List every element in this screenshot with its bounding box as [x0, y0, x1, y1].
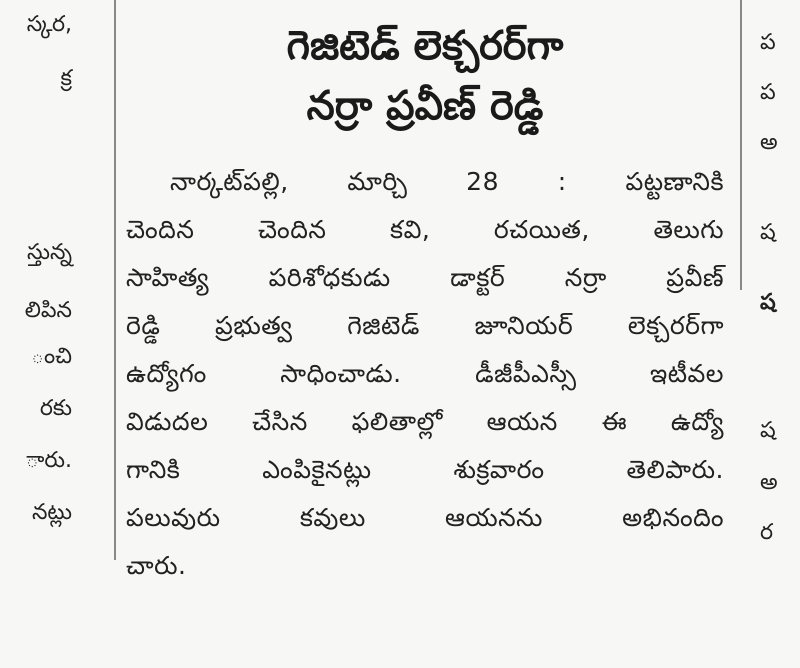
body-line: రెడ్డి ప్రభుత్వ గెజిటెడ్ జూనియర్ లెక్చరర్‌గా — [126, 311, 724, 340]
body-line: చారు. — [126, 551, 187, 580]
body-line: విడుదల చేసిన ఫలితాల్లో ఆయన ఈ ఉద్యో — [126, 407, 724, 436]
right-fragment: ర — [760, 520, 774, 545]
left-fragment: ంచి — [31, 344, 72, 369]
left-fragment: ారు. — [25, 448, 72, 473]
right-fragment: ష — [760, 418, 776, 443]
left-fragment: స్తున్న — [26, 240, 72, 265]
body-line: సాహిత్య పరిశోధకుడు డాక్టర్ నర్రా ప్రవీణ్ — [126, 263, 724, 292]
right-fragment: ష — [760, 290, 776, 315]
body-line: ఉద్యోగం సాధించాడు. డీజీపీఎస్సీ ఇటీవల — [126, 359, 724, 388]
column-divider-right — [740, 0, 742, 290]
left-fragment: క్ర — [60, 66, 72, 91]
right-fragment: ప — [760, 80, 776, 105]
right-fragment: ప — [760, 30, 776, 55]
headline-line-2: నర్రా ప్రవీణ్ రెడ్డి — [306, 83, 544, 129]
headline-line-1: గెజిటెడ్ లెక్చరర్‌గా — [286, 23, 564, 69]
body-line: గానికి ఎంపికైనట్లు శుక్రవారం తెలిపారు. — [126, 455, 724, 484]
left-fragment: రకు — [39, 396, 72, 421]
body-line: పలువురు కవులు ఆయనను అభినందిం — [126, 503, 724, 532]
right-fragment: అ — [760, 130, 778, 155]
left-fragment: లిపిన — [24, 298, 72, 323]
body-line: చెందిన చెందిన కవి, రచయిత, తెలుగు — [126, 215, 724, 244]
right-fragment: అ — [760, 470, 778, 495]
left-fragment: స్కర, — [26, 12, 72, 37]
body-line: నార్కట్‌పల్లి, మార్చి 28 : పట్టణానికి — [170, 167, 724, 196]
right-fragment: ష — [760, 220, 776, 245]
article-body — [126, 158, 724, 590]
left-fragment: నట్లు — [31, 500, 72, 525]
column-divider-left — [114, 0, 116, 560]
